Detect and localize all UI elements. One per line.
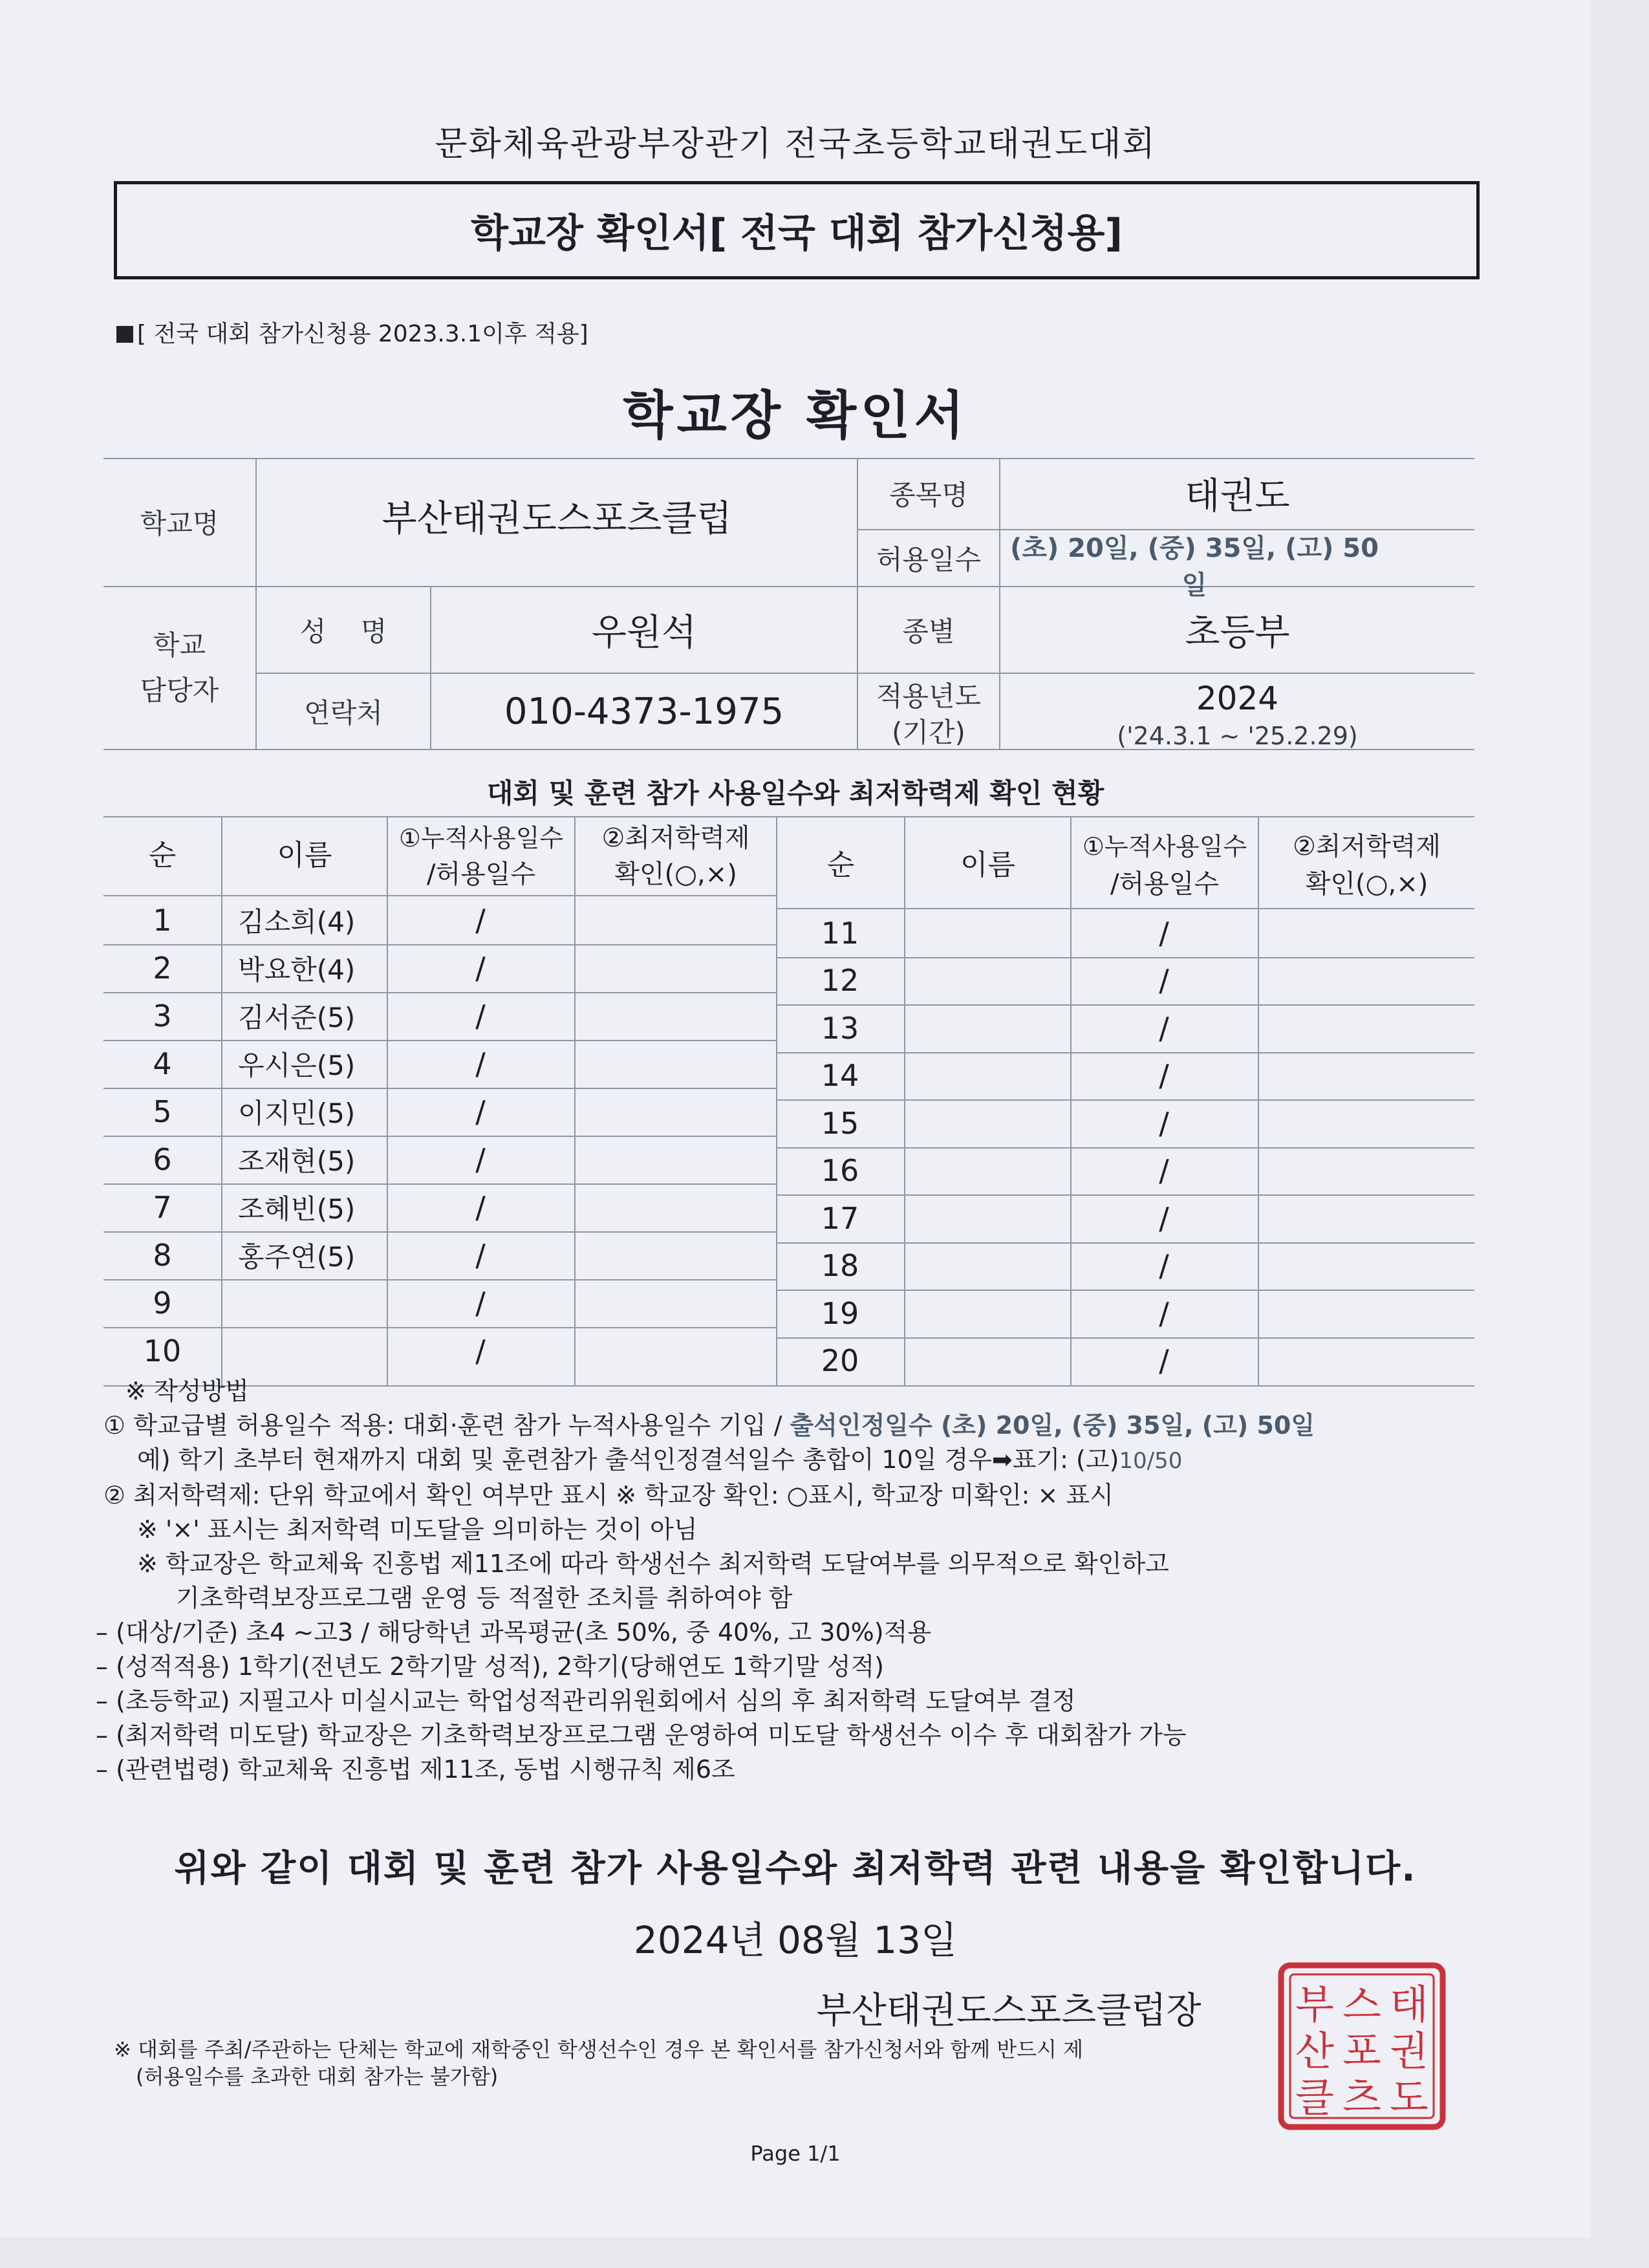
row-name: 이지민(5) <box>238 1097 356 1129</box>
detail-1: – (대상/기준) 초4 ~고3 / 해당학년 과목평균(초 50%, 중 40%, 고 30%)적용 <box>96 1618 931 1647</box>
row-days: / <box>1159 1105 1169 1141</box>
row-number: 15 <box>821 1105 859 1141</box>
row-check <box>1258 1147 1474 1195</box>
row-check <box>574 1231 776 1279</box>
note-2-sub1: ※ '×' 표시는 최저학력 미도달을 의미하는 것이 아님 <box>137 1515 698 1544</box>
row-name: 김소희(4) <box>238 906 356 938</box>
signer-name: 부산태권도스포츠클럽장 <box>816 1990 1202 2032</box>
row-days: / <box>1159 963 1169 999</box>
row-days: / <box>475 1238 486 1273</box>
row-days: / <box>475 1286 486 1321</box>
phone-value: 010-4373-1975 <box>504 690 784 733</box>
sport-label: 종목명 <box>889 479 968 511</box>
row-name: 우시은(5) <box>238 1050 356 1081</box>
row-check <box>1258 1290 1474 1337</box>
col-no-left: 순 <box>148 839 177 872</box>
row-name <box>221 1327 387 1375</box>
year-value: 2024 <box>1196 680 1279 717</box>
page-number: Page 1/1 <box>750 2141 841 2166</box>
row-name: 김서준(5) <box>238 1002 356 1033</box>
row-check <box>574 1183 776 1231</box>
row-days: / <box>475 1094 486 1129</box>
table-title: 대회 및 훈련 참가 사용일수와 최저학력제 확인 현황 <box>486 777 1105 809</box>
svg-text:포: 포 <box>1342 2027 1381 2075</box>
row-check <box>574 1088 776 1136</box>
row-number: 5 <box>153 1094 172 1129</box>
contact-label-line1: 학교 <box>153 629 206 661</box>
row-name: 홍주연(5) <box>238 1241 356 1273</box>
row-number: 6 <box>153 1142 172 1177</box>
category-value: 초등부 <box>1185 612 1290 654</box>
row-number: 9 <box>153 1286 172 1321</box>
row-number: 1 <box>153 903 172 938</box>
row-check <box>1258 1194 1474 1242</box>
col-check-right-2: 확인(○,×) <box>1305 869 1428 899</box>
svg-text:산: 산 <box>1295 2027 1334 2075</box>
note-1-days: 출석인정일수 (초) 20일, (중) 35일, (고) 50일 <box>790 1411 1315 1440</box>
row-name: 박요한(4) <box>238 954 356 986</box>
row-number: 11 <box>821 915 859 951</box>
row-check <box>574 896 776 944</box>
school-value: 부산태권도스포츠클럽 <box>382 498 732 540</box>
row-number: 7 <box>153 1190 172 1225</box>
row-days: / <box>1159 1010 1169 1046</box>
note-1: ① 학교급별 허용일수 적용: 대회·훈련 참가 누적사용일수 기입 / <box>103 1411 790 1440</box>
row-days: / <box>475 1334 486 1368</box>
row-days: / <box>475 951 486 986</box>
note-2-sub2b: 기초학력보장프로그램 운영 등 적절한 조치를 취하여야 함 <box>176 1584 793 1612</box>
col-check-left-2: 확인(○,×) <box>614 859 737 889</box>
note-1-example-value: 10/50 <box>1119 1448 1183 1474</box>
row-number: 18 <box>821 1248 859 1284</box>
contact-label-line2: 담당자 <box>140 675 219 706</box>
row-days: / <box>475 903 486 938</box>
note-2: ② 최저학력제: 단위 학교에서 확인 여부만 표시 ※ 학교장 확인: ○표시, 학교장 미확인: × 표시 <box>103 1481 1114 1509</box>
row-days: / <box>475 1142 486 1177</box>
row-check <box>574 1327 776 1375</box>
main-title: 학교장 확인서 <box>623 385 968 446</box>
confirm-statement: 위와 같이 대회 및 훈련 참가 사용일수와 최저학력 관련 내용을 확인합니다. <box>174 1848 1417 1890</box>
row-check <box>574 992 776 1040</box>
col-check-right-1: ②최저학력제 <box>1292 832 1441 861</box>
detail-5: – (관련법령) 학교체육 진흥법 제11조, 동법 시행규칙 제6조 <box>96 1755 735 1784</box>
detail-4: – (최저학력 미도달) 학교장은 기초학력보장프로그램 운영하여 미도달 학생선수 이수 후 대회참가 가능 <box>96 1721 1187 1749</box>
svg-text:도: 도 <box>1390 2074 1428 2121</box>
confirm-date: 2024년 08월 13일 <box>633 1918 958 1962</box>
row-check <box>1258 1099 1474 1147</box>
row-number: 13 <box>821 1010 859 1046</box>
row-check <box>574 1136 776 1183</box>
col-name-right: 이름 <box>960 848 1015 881</box>
row-number: 14 <box>821 1058 859 1094</box>
year-label-line1: 적용년도 <box>876 680 982 712</box>
row-number: 17 <box>821 1200 859 1236</box>
row-check <box>1258 1242 1474 1290</box>
row-name <box>904 1147 1070 1195</box>
note-1-example: 예) 학기 초부터 현재까지 대회 및 훈련참가 출석인정결석일수 총합이 10일 경우➡표기: (고) <box>137 1445 1119 1474</box>
year-label-line2: (기간) <box>892 717 965 748</box>
detail-3: – (초등학교) 지필고사 미실시교는 학업성적관리위원회에서 심의 후 최저학력 도달여부 결정 <box>96 1687 1076 1715</box>
row-number: 8 <box>153 1238 172 1273</box>
year-period: ('24.3.1 ~ '25.2.29) <box>1117 722 1358 750</box>
note-2-sub2a: ※ 학교장은 학교체육 진흥법 제11조에 따라 학생선수 최저학력 도달여부를 의무적으로 확인하고 <box>137 1550 1169 1578</box>
row-name: 조혜빈(5) <box>238 1193 356 1225</box>
row-check <box>1258 957 1474 1005</box>
col-days-left-1: ①누적사용일수 <box>398 824 564 852</box>
notes-heading: ※ 작성방법 <box>125 1377 249 1405</box>
row-check <box>1258 1052 1474 1100</box>
row-days: / <box>475 999 486 1033</box>
footnote-line2: (허용일수를 초과한 대회 참가는 불가함) <box>136 2064 499 2089</box>
col-days-right-1: ①누적사용일수 <box>1082 832 1247 861</box>
svg-text:권: 권 <box>1390 2027 1428 2075</box>
svg-text:스: 스 <box>1342 1981 1381 2028</box>
svg-text:태: 태 <box>1390 1981 1428 2028</box>
name-value: 우원석 <box>591 612 697 654</box>
row-days: / <box>1159 1248 1169 1284</box>
row-name <box>904 1290 1070 1337</box>
row-name <box>904 1242 1070 1290</box>
row-name: 조재현(5) <box>238 1145 356 1177</box>
row-days: / <box>1159 1058 1169 1094</box>
row-number: 12 <box>821 963 859 999</box>
instructions <box>96 1374 1513 1787</box>
svg-text:부: 부 <box>1295 1981 1334 2028</box>
row-name <box>904 1052 1070 1100</box>
row-check <box>574 944 776 992</box>
row-check <box>574 1040 776 1088</box>
row-number: 2 <box>153 951 172 986</box>
row-days: / <box>475 1046 486 1081</box>
row-name <box>904 957 1070 1005</box>
row-check <box>1258 1004 1474 1052</box>
school-label: 학교명 <box>140 508 219 539</box>
apply-note <box>116 316 588 349</box>
square-bullet-icon <box>116 326 133 343</box>
row-name <box>904 1099 1070 1147</box>
row-name <box>221 1279 387 1327</box>
row-number: 3 <box>153 999 172 1033</box>
row-check <box>1258 909 1474 957</box>
phone-label: 연락처 <box>304 697 383 729</box>
name-label: 성 명 <box>299 616 387 647</box>
row-days: / <box>1159 1200 1169 1236</box>
col-days-right-2: /허용일수 <box>1110 869 1220 899</box>
allowed-days-label: 허용일수 <box>876 544 982 576</box>
col-name-left: 이름 <box>277 839 332 872</box>
footnote <box>114 2036 1472 2090</box>
col-check-left-1: ②최저학력제 <box>601 823 750 853</box>
row-days: / <box>1159 1343 1169 1379</box>
row-number: 16 <box>821 1153 859 1189</box>
col-days-left-2: /허용일수 <box>426 859 536 889</box>
row-days: / <box>1159 915 1169 951</box>
col-no-right: 순 <box>826 848 855 881</box>
row-name <box>904 909 1070 957</box>
event-title: 문화체육관광부장관기 전국초등학교태권도대회 <box>435 124 1156 164</box>
row-name <box>904 1004 1070 1052</box>
row-name <box>904 1194 1070 1242</box>
svg-text:클: 클 <box>1295 2074 1334 2121</box>
row-number: 10 <box>143 1334 182 1368</box>
row-number: 19 <box>821 1295 859 1331</box>
row-days: / <box>1159 1295 1169 1331</box>
footnote-line1: ※ 대회를 주최/주관하는 단체는 학교에 재학중인 학생선수인 경우 본 확인서를 참가신청서와 함께 반드시 제 <box>114 2037 1084 2062</box>
detail-2: – (성적적용) 1학기(전년도 2학기말 성적), 2학기(당해연도 1학기말 성적) <box>96 1652 884 1681</box>
category-label: 종별 <box>902 616 955 647</box>
apply-note-text: [ 전국 대회 참가신청용 2023.3.1이후 적용] <box>137 321 588 347</box>
row-days: / <box>475 1190 486 1225</box>
row-days: / <box>1159 1153 1169 1189</box>
svg-text:츠: 츠 <box>1342 2074 1381 2121</box>
sport-value: 태권도 <box>1185 475 1290 517</box>
row-number: 4 <box>153 1046 172 1081</box>
allowed-days-value: (초) 20일, (중) 35일, (고) 50일 <box>1010 534 1379 600</box>
row-check <box>574 1279 776 1327</box>
boxed-title: 학교장 확인서[ 전국 대회 참가신청용] <box>114 181 1480 279</box>
row-number: 20 <box>821 1343 859 1379</box>
